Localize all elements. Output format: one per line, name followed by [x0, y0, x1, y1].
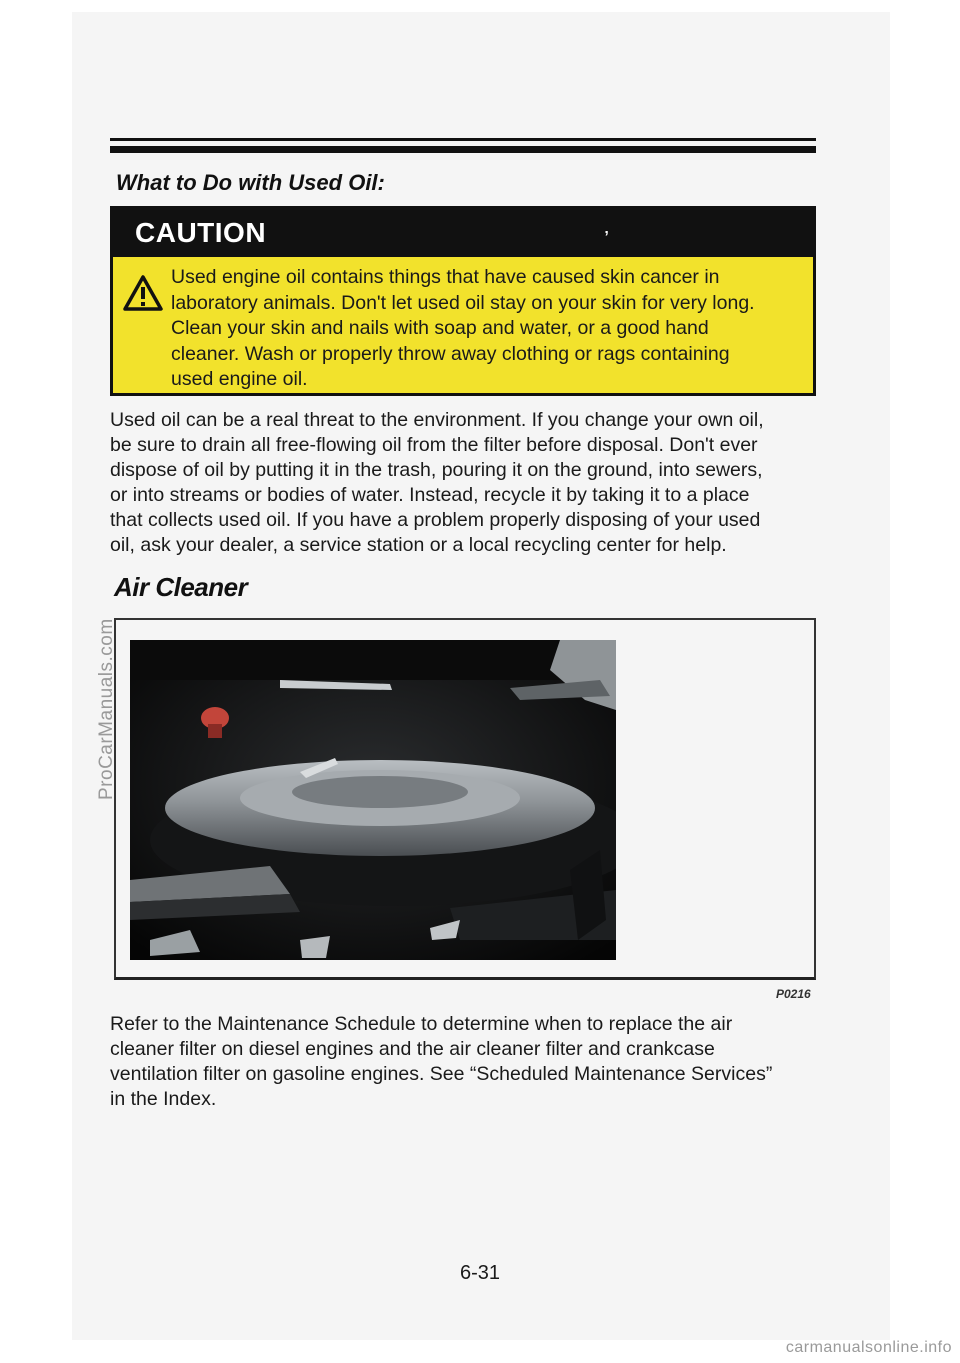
air-cleaner-photo: [130, 640, 616, 960]
caution-line: Used engine oil contains things that have caused skin cancer in: [171, 266, 720, 288]
bottom-watermark[interactable]: carmanualsonline.info: [785, 1339, 952, 1356]
caution-box: [110, 206, 816, 396]
air-cleaner-paragraph: [110, 1012, 820, 1112]
paragraph-line: oil, ask your dealer, a service station or a local recycling center for help.: [110, 534, 727, 556]
caution-body: [113, 257, 813, 393]
figure-id: P0216: [776, 987, 811, 1001]
top-rule-thin: [110, 138, 816, 141]
paragraph-line: dispose of oil by putting it in the trash, pouring it on the ground, into sewers,: [110, 459, 763, 481]
paragraph-line: ventilation filter on gasoline engines. See “Scheduled Maintenance Services”: [110, 1063, 773, 1085]
paragraph-line: that collects used oil. If you have a problem properly disposing of your used: [110, 509, 761, 531]
paragraph-line: in the Index.: [110, 1088, 217, 1110]
used-oil-paragraph: [110, 408, 820, 558]
caution-label: CAUTION: [135, 217, 267, 248]
section-title: Air Cleaner: [114, 572, 248, 602]
warning-triangle-icon: [123, 275, 163, 311]
caution-line: cleaner. Wash or properly throw away clothing or rags containing: [171, 342, 730, 365]
caution-line: used engine oil.: [171, 368, 308, 390]
side-watermark: ProCarManuals.com: [96, 618, 117, 800]
paragraph-line: Refer to the Maintenance Schedule to determine when to replace the air: [110, 1013, 733, 1035]
paragraph-line: cleaner filter on diesel engines and the air cleaner filter and crankcase: [110, 1038, 715, 1060]
top-rule-thick: [110, 146, 816, 153]
caution-mark: ʼ: [604, 229, 610, 246]
caution-header: [113, 209, 813, 257]
caution-line: laboratory animals. Don't let used oil stay on your skin for very long.: [171, 291, 755, 314]
page-number: 6-31: [459, 1262, 501, 1284]
paragraph-line: be sure to drain all free-flowing oil from the filter before disposal. Don't ever: [110, 434, 758, 456]
paragraph-line: Used oil can be a real threat to the environment. If you change your own oil,: [110, 409, 764, 431]
subsection-title: What to Do with Used Oil:: [116, 170, 385, 195]
caution-line: Clean your skin and nails with soap and water, or a good hand: [171, 317, 709, 339]
paragraph-line: or into streams or bodies of water. Instead, recycle it by taking it to a place: [110, 484, 750, 506]
